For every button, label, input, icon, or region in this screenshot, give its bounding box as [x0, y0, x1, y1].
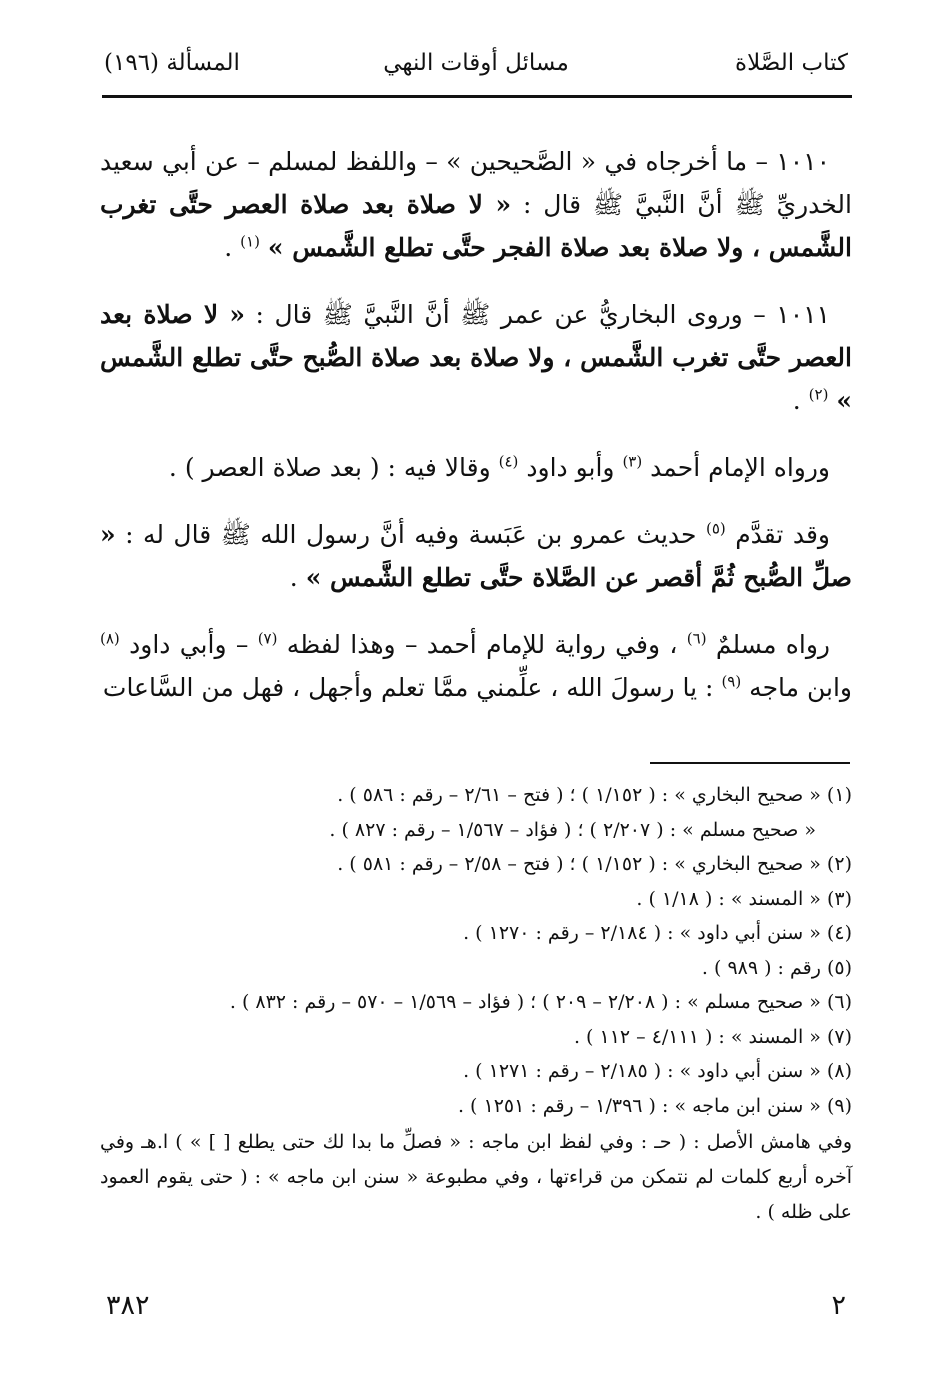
p5-text-e: : يا رسولَ الله ، علِّمني ممَّا تعلم وأجهل ، فهل من السَّاعات: [102, 673, 722, 702]
p1-hadith-quote: « لا صلاة بعد صلاة العصر حتَّى تغرب الشَّمس ، ولا صلاة بعد صلاة الفجر حتَّى تطلع الشَّمس »: [100, 190, 852, 262]
p2-end: .: [792, 386, 809, 415]
footnote-4: (٤) « سنن أبي داود » : ( ٢/١٨٤ – رقم : ١٢٧٠ ) .: [463, 922, 852, 944]
footnote-ref-1: (١): [240, 232, 260, 251]
p5-text-b: ، وفي رواية للإمام أحمد – وهذا لفظه: [286, 630, 687, 659]
paragraph-muslim: [100, 623, 852, 709]
p5-text-c: – وأبي داود: [129, 630, 258, 659]
p3-text-a: ورواه الإمام أحمد: [650, 453, 830, 482]
footnote-ref-3: (٣): [622, 452, 643, 471]
p3-quote: ( بعد صلاة العصر ): [184, 453, 380, 482]
footnote-3: (٣) « المسند » : ( ١/١٨ ) .: [636, 887, 852, 910]
paragraph-1011: [100, 293, 852, 422]
paragraph-1010: [100, 140, 852, 269]
p3-end: .: [168, 453, 185, 482]
header-book-title: كتاب الصَّلاة: [735, 50, 848, 76]
p4-text-b: حديث عمرو بن عَبَسة وفيه أنَّ رسول الله ﷺ قال له :: [115, 520, 706, 549]
footnote-ref-2: (٢): [808, 385, 829, 404]
header-issue-number: المسألة (١٩٦): [104, 50, 240, 76]
page-number: ٣٨٢: [106, 1290, 150, 1321]
p5-text-d: وابن ماجه: [749, 673, 852, 702]
footnote-6: (٦) « صحيح مسلم » : ( ٢/٢٠٨ – ٢٠٩ ) ؛ ( فؤاد – ١/٥٦٩ – ٥٧٠ – رقم : ٨٣٢ ) .: [229, 991, 852, 1013]
footnote-1: (١) « صحيح البخاري » : ( ١/١٥٢ ) ؛ ( فتح – ٢/٦١ – رقم : ٥٨٦ ) .: [337, 784, 852, 806]
page-footer: [100, 1290, 852, 1330]
header-rule: [102, 95, 852, 98]
p4-end: .: [289, 563, 306, 592]
footnote-ref-6: (٦): [686, 629, 707, 648]
p3-text-c: وقالا فيه :: [379, 453, 499, 482]
p3-text-b: وأبو داود: [526, 453, 623, 482]
p4-text-a: وقد تقدَّم: [735, 520, 830, 549]
footnote-ref-7: (٧): [257, 629, 278, 648]
footnote-ref-4: (٤): [498, 452, 519, 471]
paragraph-amr: [100, 513, 852, 599]
footnote-ref-9: (٩): [721, 672, 742, 691]
p2-hadith-quote: « لا صلاة بعد العصر حتَّى تغرب الشَّمس ، ولا صلاة بعد صلاة الصُّبح حتَّى تطلع الشَّمس »: [100, 300, 852, 415]
running-header: [100, 50, 852, 86]
p1-end: .: [224, 233, 241, 262]
paragraph-ahmad: [100, 446, 852, 489]
main-text: [100, 140, 852, 719]
footnote-2: (٢) « صحيح البخاري » : ( ١/١٥٢ ) ؛ ( فتح – ٢/٥٨ – رقم : ٥٨١ ) .: [337, 853, 852, 875]
header-chapter-title: مسائل أوقات النهي: [383, 50, 569, 76]
volume-number: ٢: [831, 1290, 846, 1321]
footnotes: [100, 778, 852, 1230]
footnote-1-continued: « صحيح مسلم » : ( ٢/٢٠٧ ) ؛ ( فؤاد – ١/٥٦٧ – رقم : ٨٢٧ ) .: [329, 818, 816, 841]
p2-text: ١٠١١ – وروى البخاريُّ عن عمر ﷺ أنَّ النَّبيَّ ﷺ قال :: [245, 300, 830, 329]
margin-note: وفي هامش الأصل : ( حـ : وفي لفظ ابن ماجه : « فصلِّ ما بدا لك حتى يطلع [ ] » ) ا.هـ وفي آخره أربع كلمات لم نتمكن من قراءتها ، وفي مطبوعة « سنن ابن ماجه » : ( حتى يقوم العمود على ظله ) .: [100, 1131, 852, 1223]
p1-text: ١٠١٠ – ما أخرجاه في « الصَّحيحين » – واللفظ لمسلم – عن أبي سعيد الخدريِّ ﷺ أنَّ النَّبيَّ ﷺ قال :: [100, 147, 852, 219]
footnote-ref-5: (٥): [705, 519, 726, 538]
p4-hadith-quote: « صلِّ الصُّبح ثُمَّ أقصر عن الصَّلاة حتَّى تطلع الشَّمس »: [100, 520, 852, 592]
footnote-9: (٩) « سنن ابن ماجه » : ( ١/٣٩٦ – رقم : ١٢٥١ ) .: [457, 1094, 852, 1117]
footnote-5: (٥) رقم : ( ٩٨٩ ) .: [701, 956, 852, 979]
footnote-separator: [650, 762, 850, 764]
p5-text-a: رواه مسلمٌ: [715, 630, 830, 659]
footnote-7: (٧) « المسند » : ( ٤/١١١ – ١١٢ ) .: [573, 1025, 852, 1048]
footnote-ref-8: (٨): [100, 629, 120, 648]
footnote-8: (٨) « سنن أبي داود » : ( ٢/١٨٥ – رقم : ١٢٧١ ) .: [463, 1060, 852, 1082]
